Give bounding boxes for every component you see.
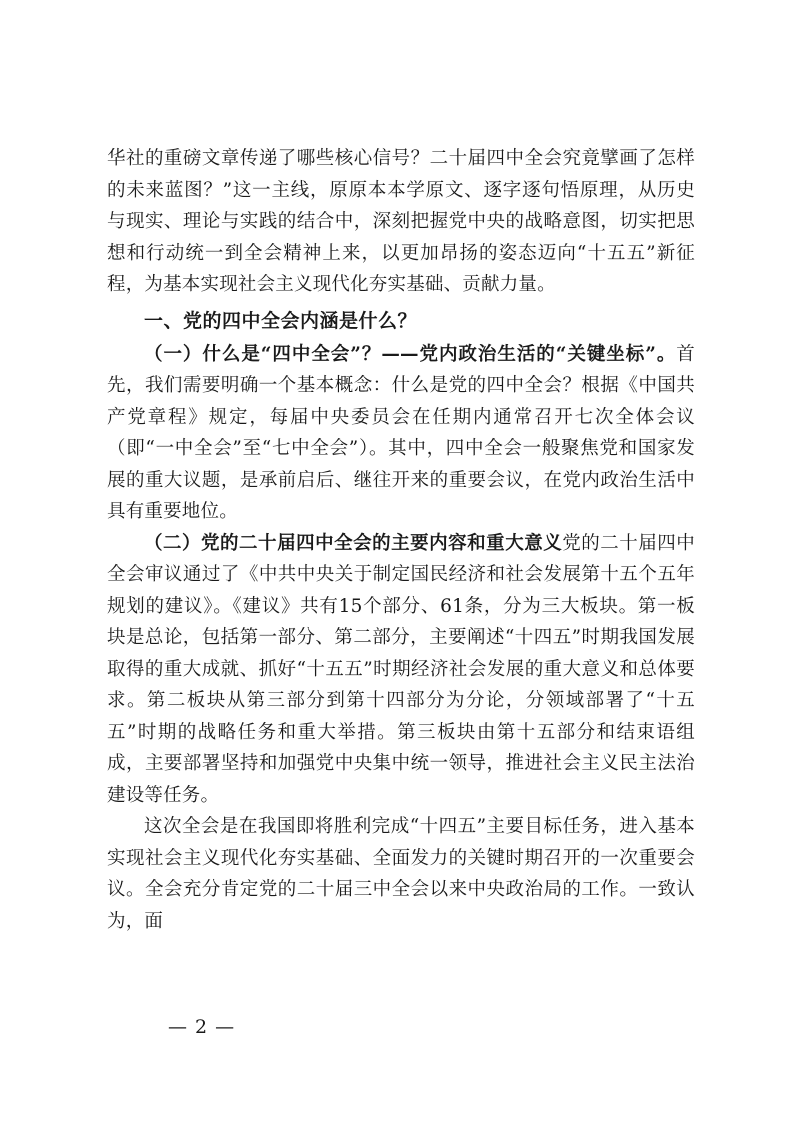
final-paragraph: 这次全会是在我国即将胜利完成“十四五”主要目标任务，进入基本实现社会主义现代化夯实基础、全面发力的关键时期召开的一次重要会议。全会充分肯定党的二十届三中全会以来中央政治局的工作。一致认为，面 (107, 816, 695, 932)
page-number: — 2 — (168, 1016, 236, 1038)
intro-paragraph: 华社的重磅文章传递了哪些核心信号？二十届四中全会究竟擘画了怎样的未来蓝图？”这一主线，原原本本学原文、逐字逐句悟原理，从历史与现实、理论与实践的结合中，深刻把握党中央的战略意图，切实把思想和行动统一到全会精神上来，以更加昂扬的姿态迈向“十五五”新征程，为基本实现社会主义现代化夯实基础、贡献力量。 (107, 148, 695, 295)
subsection-1-body: 首先，我们需要明确一个基本概念：什么是党的四中全会？根据《中国共产党章程》规定，每届中央委员会在任期内通常召开七次全体会议（即“一中全会”至“七中全会”）。其中，四中全会一般聚焦党和国家发展的重大议题，是承前启后、继往开来的重要会议，在党内政治生活中具有重要地位。 (107, 343, 695, 522)
subsection-2-paragraph (107, 528, 695, 812)
section-heading-1: 一、党的四中全会内涵是什么？ (144, 309, 418, 332)
document-body (107, 143, 695, 937)
subsection-2-heading: （二）党的二十届四中全会的主要内容和重大意义 (144, 532, 563, 554)
subsection-1-paragraph (107, 339, 695, 528)
subsection-2-body: 党的二十届四中全会审议通过了《中共中央关于制定国民经济和社会发展第十五个五年规划的建议》。《建议》共有15个部分、61条，分为三大板块。第一板块是总论，包括第一部分、第二部分，主要阐述“十四五”时期我国发展取得的重大成就、抓好“十五五”时期经济社会发展的重大意义和总体要求。第二板块从第三部分到第十四部分为分论，分领域部署了“十五五”时期的战略任务和重大举措。第三板块由第十五部分和结束语组成，主要部署坚持和加强党中央集中统一领导，推进社会主义民主法治建设等任务。 (107, 532, 695, 806)
subsection-1-heading: （一）什么是“四中全会”？——党内政治生活的“关键坐标”。 (144, 343, 677, 365)
